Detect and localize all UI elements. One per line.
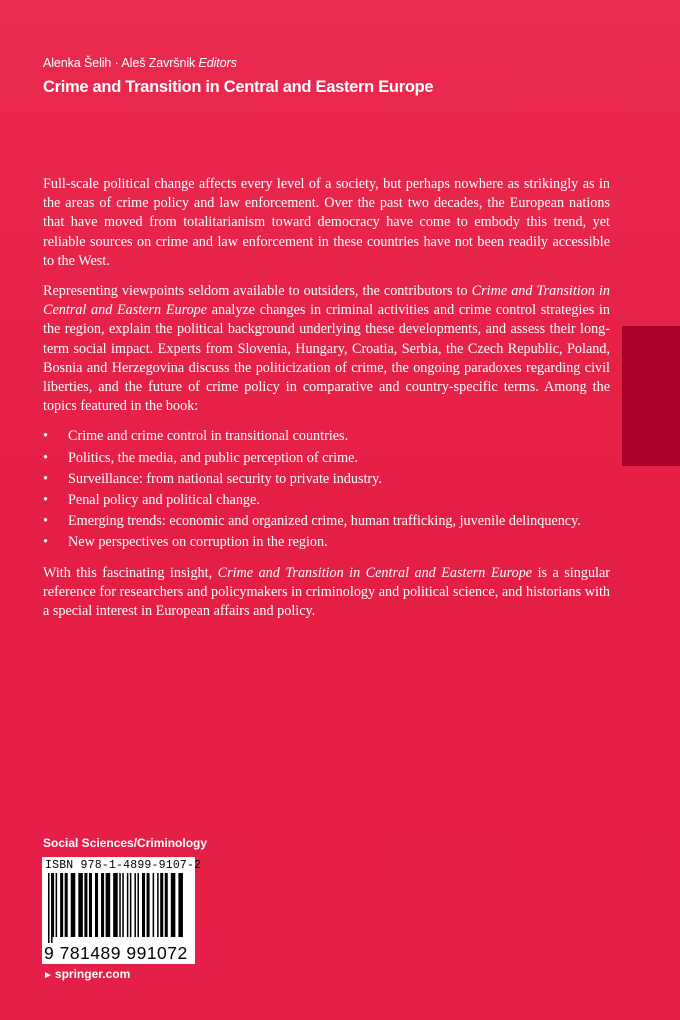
barcode-bar	[119, 873, 121, 937]
topics-list	[43, 427, 610, 552]
paragraph-2-book-title: Crime and Transition in Central and Eastern Europe	[43, 283, 610, 319]
barcode-guard-bar	[48, 873, 50, 943]
bullet-icon: •	[43, 470, 48, 487]
barcode-bar	[60, 873, 63, 937]
barcode-bar	[171, 873, 176, 937]
bullet-icon: •	[43, 449, 48, 466]
barcode-bar	[153, 873, 155, 937]
topic-text: Crime and crime control in transitional countries.	[68, 428, 349, 445]
book-title: Crime and Transition in Central and Eastern Europe	[43, 78, 434, 96]
barcode-bar	[65, 873, 68, 937]
publisher-website[interactable]	[43, 967, 130, 981]
paragraph-3-book-title: Crime and Transition in Central and Eastern Europe	[217, 564, 533, 581]
arrow-right-icon: ►	[43, 970, 53, 981]
barcode-bar	[122, 873, 124, 937]
subject-category: Social Sciences/Criminology	[43, 836, 208, 850]
paragraph-2-start: Representing viewpoints seldom available to outsiders, the contributors to	[43, 283, 472, 300]
isbn-label: ISBN 978-1-4899-9107-2	[45, 859, 202, 872]
isbn-barcode	[42, 857, 202, 964]
barcode-bar	[165, 873, 168, 937]
paragraph-3-start: With this fascinating insight,	[43, 564, 218, 581]
editors-line	[43, 56, 237, 70]
barcode-bar	[84, 873, 87, 937]
topic-item	[43, 512, 610, 531]
barcode-bar	[113, 873, 118, 937]
barcode-bar	[95, 873, 98, 937]
barcode-bar	[157, 873, 159, 937]
topic-text: New perspectives on corruption in the region.	[68, 534, 328, 551]
bullet-icon: •	[43, 428, 48, 445]
barcode-bar	[178, 873, 183, 937]
barcode-guard-bar	[51, 873, 53, 943]
barcode-bar	[134, 873, 136, 937]
paragraph-3-end: is a singular reference for researchers and policymakers in criminology and political science, and historians with a special interest in European affairs and policy.	[43, 564, 611, 620]
topic-item	[43, 533, 610, 552]
barcode-bar	[106, 873, 111, 937]
blurb-paragraph-3	[43, 564, 610, 622]
barcode-bars	[48, 873, 189, 943]
editors-role: Editors	[198, 56, 237, 70]
barcode-bar	[53, 873, 55, 937]
topic-item	[43, 470, 610, 489]
barcode-bar	[89, 873, 92, 937]
barcode-bar	[71, 873, 76, 937]
topic-text: Emerging trends: economic and organized crime, human trafficking, juvenile delinquency.	[68, 513, 581, 530]
barcode-bar	[127, 873, 129, 937]
topic-text: Politics, the media, and public perception of crime.	[68, 449, 358, 466]
blurb-paragraph-1: Full-scale political change affects every level of a society, but perhaps nowhere as strikingly as in the areas of crime policy and law enforcement. Over the past two decades, the European nations that have moved from totalitarianism toward democracy have come to embody this trend, yet reliable sources on crime and law enforcement in these countries have not been readily accessible to the West.	[43, 176, 610, 269]
editor-name-1: Alenka Šelih	[43, 56, 112, 70]
barcode-bar	[142, 873, 145, 937]
topic-item	[43, 427, 610, 446]
barcode-bar	[130, 873, 132, 937]
bullet-icon: •	[43, 513, 48, 530]
blurb-paragraph-2	[43, 282, 610, 416]
bullet-icon: •	[43, 492, 48, 509]
topic-text: Penal policy and political change.	[68, 492, 260, 509]
back-cover-blurb	[43, 175, 610, 632]
topic-item	[43, 491, 610, 510]
paragraph-2-end: analyze changes in criminal activities and crime control strategies in the region, explain the political background underlying these developments, and assess their long-term social impact. Experts from Slovenia, Hungary, Croatia, Serbia, the Czech Republic, Poland, Bosnia and Herzegovina discuss the politicization of crime, the ongoing paradoxes regarding civil liberties, and the future of crime policy in comparative and country-specific terms. Among the topics featured in the book:	[43, 302, 610, 415]
barcode-bar	[56, 873, 58, 937]
topic-item	[43, 449, 610, 468]
barcode-digits: 9 781489 991072	[44, 943, 188, 963]
editor-separator: ·	[111, 56, 122, 70]
website-text: springer.com	[54, 967, 131, 981]
editor-name-2: Aleš Završnik	[121, 56, 196, 70]
side-color-band	[622, 326, 680, 466]
topic-text: Surveillance: from national security to private industry.	[68, 470, 382, 487]
barcode-bar	[147, 873, 150, 937]
barcode-bar	[160, 873, 163, 937]
barcode-bar	[101, 873, 104, 937]
barcode-bar	[137, 873, 139, 937]
bullet-icon: •	[43, 534, 48, 551]
barcode-bar	[78, 873, 83, 937]
